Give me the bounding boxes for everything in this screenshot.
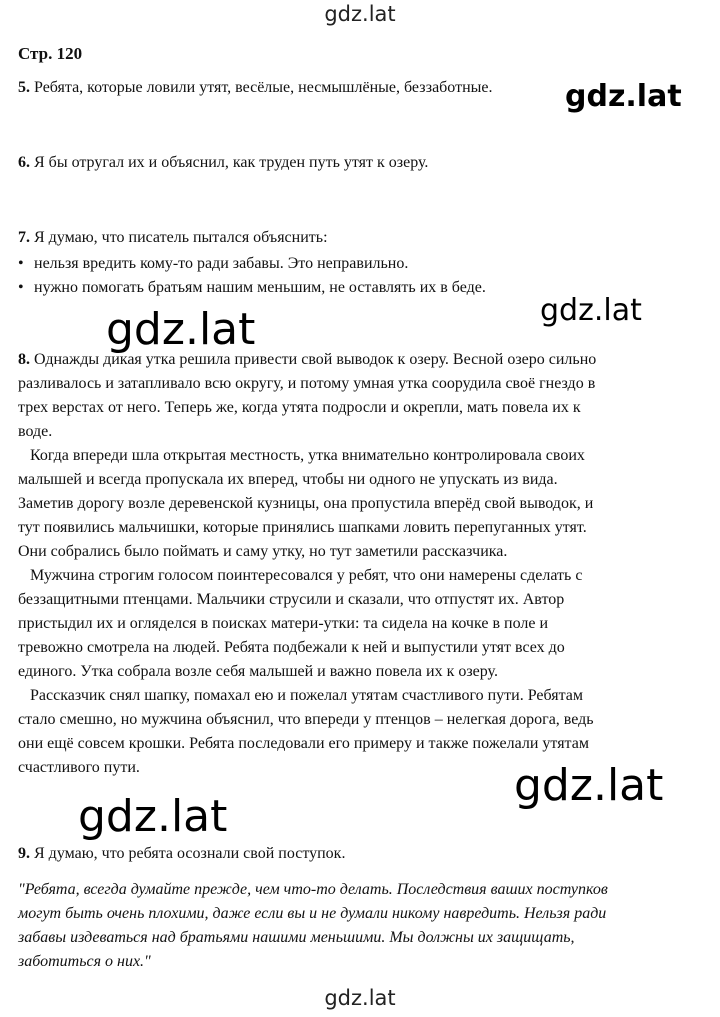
watermark-overlay: gdz.lat xyxy=(565,79,682,114)
text-line xyxy=(18,348,596,372)
page-heading: Стр. 120 xyxy=(18,44,83,63)
text-line: счастливого пути. xyxy=(18,759,140,776)
watermark-top: gdz.lat xyxy=(324,2,396,26)
answer-text: Ребята, которые ловили утят, весёлые, несмышлёные, беззаботные. xyxy=(30,79,493,96)
answer-8 xyxy=(18,348,596,780)
answer-text: Однажды дикая утка решила привести свой выводок к озеру. Весной озеро сильно xyxy=(30,351,597,368)
bullet-item xyxy=(18,278,486,298)
quote-line: забавы издеваться над братьями нашими меньшими. Мы должны их защищать, xyxy=(18,929,575,946)
text-line: тревожно смотрела на людей. Ребята подбежали к ней и выпустили утят всех до xyxy=(18,639,565,656)
watermark-overlay: gdz.lat xyxy=(106,304,256,355)
text-line: воде. xyxy=(18,423,53,440)
bullet-text: нужно помогать братьям нашим меньшим, не оставлять их в беде. xyxy=(34,279,486,296)
quote-line: заботиться о них." xyxy=(18,953,151,970)
watermark-overlay: gdz.lat xyxy=(78,791,228,842)
answer-text: Я бы отругал их и объяснил, как труден путь утят к озеру. xyxy=(30,154,429,171)
text-line: Рассказчик снял шапку, помахал ею и пожелал утятам счастливого пути. Ребятам xyxy=(18,687,584,704)
text-line: Когда впереди шла открытая местность, утка внимательно контролировала своих xyxy=(18,447,585,464)
text-line: разливалось и затапливало всю округу, и потому умная утка соорудила своё гнездо в xyxy=(18,375,596,392)
answer-text: Я думаю, что ребята осознали свой поступок. xyxy=(30,845,346,862)
bullet-item xyxy=(18,254,408,274)
answer-6 xyxy=(18,153,428,173)
quote-line: могут быть очень плохими, даже если вы и не думали никому навредить. Нельзя ради xyxy=(18,905,607,922)
answer-9 xyxy=(18,844,345,864)
answer-number: 9. xyxy=(18,845,30,862)
answer-7 xyxy=(18,228,328,248)
answer-number: 6. xyxy=(18,154,30,171)
text-line: Они собрались было поймать и саму утку, но тут заметили рассказчика. xyxy=(18,543,508,560)
answer-number: 5. xyxy=(18,79,30,96)
text-line: Мужчина строгим голосом поинтересовался у ребят, что они намерены сделать с xyxy=(18,567,583,584)
text-line: малышей и всегда пропускала их вперед, чтобы ни одного не упускать из вида. xyxy=(18,471,558,488)
text-line: Заметив дорогу возле деревенской кузницы, она пропустила вперёд свой выводок, и xyxy=(18,495,594,512)
text-line: беззащитными птенцами. Мальчики струсили и сказали, что отпустят их. Автор xyxy=(18,591,565,608)
text-line: тут появились мальчишки, которые принялись шапками ловить перепуганных утят. xyxy=(18,519,587,536)
text-line: единого. Утка собрала возле себя малышей и важно повела их к озеру. xyxy=(18,663,498,680)
answer-5 xyxy=(18,78,493,98)
answer-number: 7. xyxy=(18,229,30,246)
watermark-overlay: gdz.lat xyxy=(514,760,664,811)
answer-9-quote xyxy=(18,878,608,974)
answer-number: 8. xyxy=(18,351,30,368)
answer-text: Я думаю, что писатель пытался объяснить: xyxy=(30,229,328,246)
text-line: стало смешно, но мужчина объяснил, что впереди у птенцов – нелегкая дорога, ведь xyxy=(18,711,594,728)
watermark-overlay: gdz.lat xyxy=(540,293,642,328)
text-line: пристыдил их и огляделся в поисках матери-утки: та сидела на кочке в поле и xyxy=(18,615,549,632)
text-line: они ещё совсем крошки. Ребята последовали его примеру и также пожелали утятам xyxy=(18,735,589,752)
bullet-icon: • xyxy=(18,279,24,296)
bullet-icon: • xyxy=(18,255,24,272)
watermark-bottom: gdz.lat xyxy=(324,986,396,1010)
quote-line: "Ребята, всегда думайте прежде, чем что-то делать. Последствия ваших поступков xyxy=(18,881,608,898)
text-line: трех верстах от него. Теперь же, когда утята подросли и окрепли, мать повела их к xyxy=(18,399,581,416)
bullet-text: нельзя вредить кому-то ради забавы. Это неправильно. xyxy=(34,255,409,272)
